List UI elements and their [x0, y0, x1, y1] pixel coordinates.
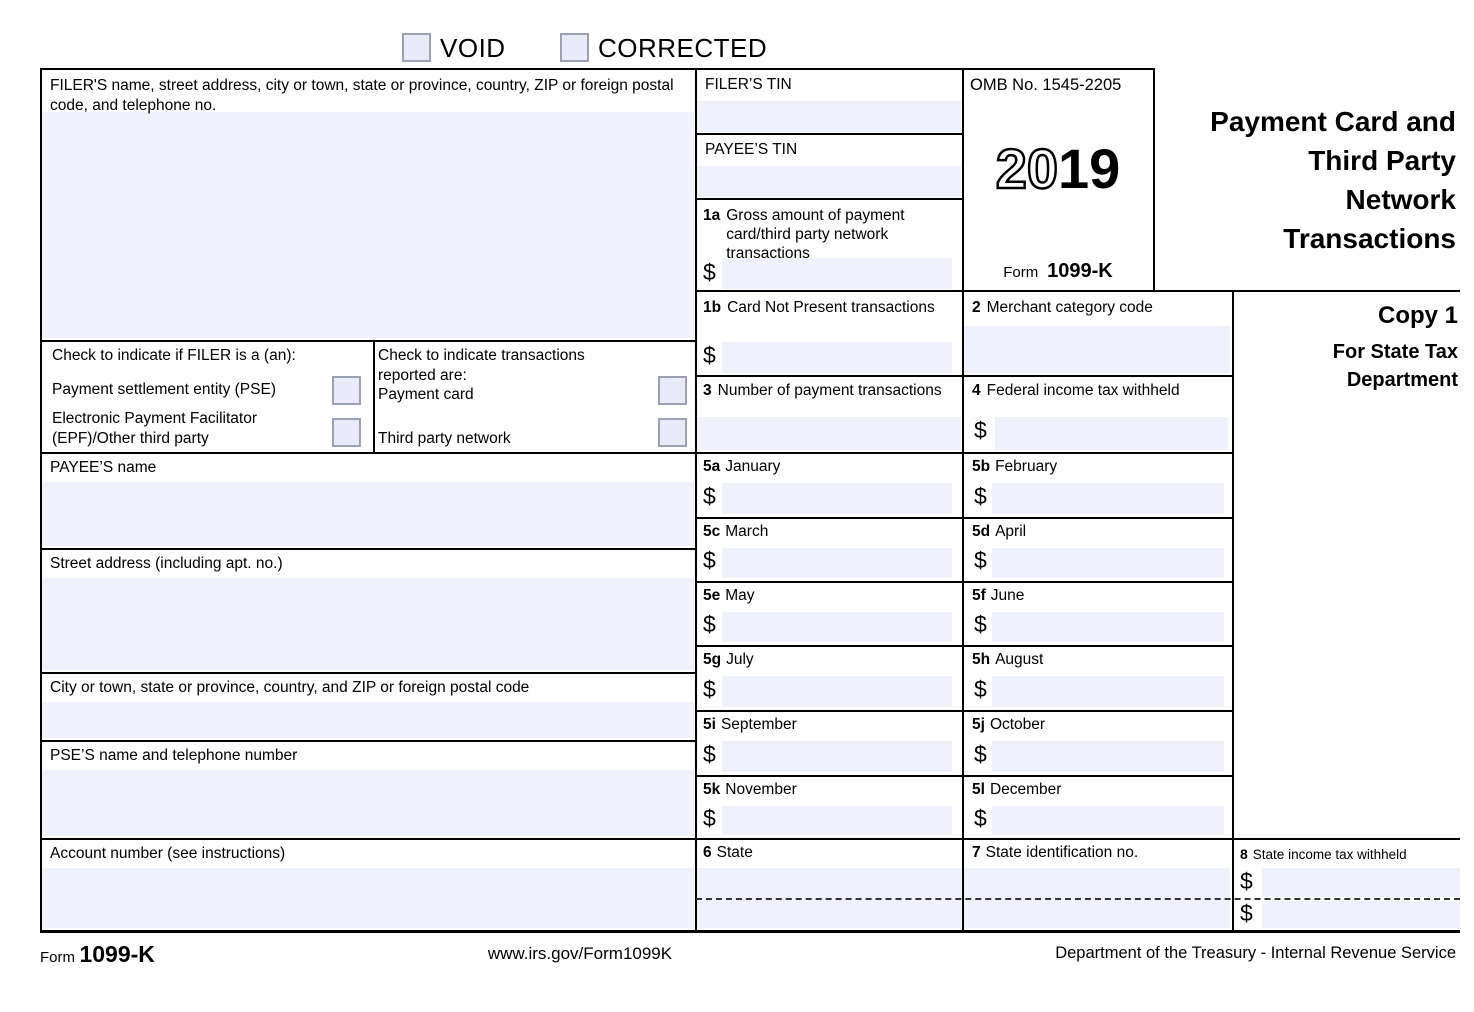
box-1a-text: Gross amount of payment card/third party network transactions	[726, 207, 905, 262]
pse-checkbox[interactable]	[332, 376, 361, 405]
border-line	[696, 290, 1460, 292]
box-5c-label	[703, 523, 768, 541]
check-trans-header: Check to indicate transactions reported are:	[378, 347, 585, 384]
box-5k-month: November	[725, 781, 797, 798]
check-third-party-label: Third party network	[378, 430, 511, 447]
border-line	[40, 548, 696, 550]
pse-name-input[interactable]	[42, 770, 694, 836]
box-5f-input[interactable]	[992, 612, 1224, 642]
border-line	[1232, 290, 1234, 930]
box-5i-label	[703, 716, 797, 734]
box-5e-code: 5e	[703, 587, 721, 604]
box-5j-code: 5j	[972, 716, 985, 733]
box-5c-month: March	[725, 523, 769, 540]
filer-info-input[interactable]	[42, 112, 694, 338]
box-5a-month: January	[725, 458, 781, 475]
box-7-text: State identification no.	[985, 844, 1139, 861]
box-5l-dollar-sign: $	[974, 805, 987, 831]
box-5l-label	[972, 781, 1061, 799]
street-address-input[interactable]	[42, 578, 694, 670]
border-line	[40, 68, 42, 930]
box-5b-code: 5b	[972, 458, 991, 475]
form-number-box	[964, 260, 1152, 283]
box-5k-input[interactable]	[722, 806, 952, 835]
border-line	[696, 517, 1232, 519]
box-7-code: 7	[972, 844, 981, 861]
form-title-line: Network	[1345, 184, 1456, 215]
box-5a-code: 5a	[703, 458, 721, 475]
box-4-input[interactable]	[995, 417, 1228, 450]
void-checkbox[interactable]	[402, 33, 431, 62]
box-3-label	[703, 381, 943, 400]
box-5b-dollar-sign: $	[974, 483, 987, 509]
border-line	[40, 672, 696, 674]
box-5j-label	[972, 716, 1045, 734]
box-5a-input[interactable]	[722, 483, 952, 514]
box-1b-text: Card Not Present transactions	[727, 299, 935, 316]
box-5l-code: 5l	[972, 781, 985, 798]
box-6-label	[703, 844, 753, 862]
box-5k-dollar-sign: $	[703, 805, 716, 831]
border-line	[695, 68, 697, 930]
epf-checkbox[interactable]	[332, 418, 361, 447]
box-5g-month: July	[726, 651, 754, 668]
box-1b-dollar-sign: $	[703, 342, 716, 368]
box-8-input-bottom[interactable]	[1262, 901, 1460, 928]
third-party-checkbox[interactable]	[658, 418, 687, 447]
box-5f-month: June	[990, 587, 1025, 604]
box-5f-code: 5f	[972, 587, 986, 604]
box-5i-dollar-sign: $	[703, 741, 716, 767]
box-5h-code: 5h	[972, 651, 991, 668]
box-5e-month: May	[725, 587, 755, 604]
box-1b-label	[703, 298, 955, 317]
copy-label: Copy 1	[1377, 302, 1458, 329]
tax-year-outline: 20	[995, 137, 1058, 200]
box-5e-input[interactable]	[722, 612, 952, 642]
form-number: 1099-K	[1047, 260, 1113, 282]
city-input[interactable]	[42, 702, 694, 738]
box-5b-input[interactable]	[992, 483, 1224, 514]
box-5c-dollar-sign: $	[703, 547, 716, 573]
box-8-dollar-sign-bottom: $	[1240, 900, 1253, 926]
check-payment-card-label: Payment card	[378, 386, 474, 403]
corrected-label: CORRECTED	[598, 33, 768, 63]
box-7-label	[972, 844, 1138, 862]
box-8-input-top[interactable]	[1262, 868, 1460, 897]
filer-address-label: FILER'S name, street address, city or town, state or province, country, ZIP or foreign postal code, and telephone no.	[50, 77, 674, 114]
box-1a-dollar-sign: $	[703, 259, 716, 285]
check-epf-label: Electronic Payment Facilitator (EPF)/Other third party	[52, 410, 258, 447]
omb-number: OMB No. 1545-2205	[970, 76, 1122, 94]
border-line	[1153, 68, 1155, 290]
box-1a-label	[703, 206, 955, 263]
form-title	[1160, 102, 1456, 258]
border-line	[40, 452, 1232, 454]
form-word: Form	[1003, 264, 1039, 281]
payment-card-checkbox[interactable]	[658, 376, 687, 405]
box-2-label	[972, 298, 1222, 317]
box-6-code: 6	[703, 844, 712, 861]
box-5k-label	[703, 781, 797, 799]
account-number-input[interactable]	[42, 868, 694, 928]
box-5l-input[interactable]	[992, 806, 1224, 835]
box-5f-label	[972, 587, 1024, 605]
box-5h-input[interactable]	[992, 676, 1224, 707]
box-2-code: 2	[972, 299, 981, 316]
box-5g-input[interactable]	[722, 676, 952, 707]
box-3-input[interactable]	[697, 417, 961, 450]
box-5j-input[interactable]	[992, 741, 1224, 772]
account-number-label: Account number (see instructions)	[50, 845, 286, 862]
box-5j-month: October	[989, 716, 1046, 733]
box-5h-label	[972, 651, 1043, 669]
box-5i-input[interactable]	[722, 741, 952, 772]
box-8-text: State income tax withheld	[1252, 847, 1407, 862]
border-line	[373, 340, 375, 452]
box-2-input[interactable]	[964, 326, 1230, 373]
box-5i-code: 5i	[703, 716, 716, 733]
box-5l-month: December	[989, 781, 1062, 798]
box-5g-code: 5g	[703, 651, 722, 668]
payee-tin-input[interactable]	[697, 166, 961, 197]
box-5k-code: 5k	[703, 781, 721, 798]
footer-form-number	[40, 941, 155, 968]
box-5b-month: February	[995, 458, 1058, 475]
footer-treasury: Department of the Treasury - Internal Revenue Service	[1055, 944, 1456, 962]
box-2-text: Merchant category code	[986, 299, 1153, 316]
border-line	[40, 340, 696, 342]
border-line	[40, 930, 1460, 933]
check-pse-label: Payment settlement entity (PSE)	[52, 381, 276, 398]
box-5d-month: April	[995, 523, 1027, 540]
box-5j-dollar-sign: $	[974, 741, 987, 767]
form-title-line: Third Party	[1308, 145, 1456, 176]
copy-for-label: For State Tax Department	[1332, 341, 1458, 391]
border-line	[696, 375, 1232, 377]
filer-tin-label: FILER’S TIN	[705, 76, 792, 93]
box-5e-dollar-sign: $	[703, 611, 716, 637]
box-4-label	[972, 381, 1212, 400]
check-filer-header: Check to indicate if FILER is a (an):	[52, 347, 296, 364]
footer-form-number-text: 1099-K	[79, 941, 155, 967]
box-5h-month: August	[995, 651, 1044, 668]
form-title-line: Transactions	[1283, 223, 1456, 254]
box-1b-input[interactable]	[722, 342, 952, 373]
payee-name-label: PAYEE’S name	[50, 459, 157, 476]
footer-form-word: Form	[40, 949, 75, 966]
box-1a-code: 1a	[703, 207, 721, 224]
box-3-text: Number of payment transactions	[717, 382, 942, 399]
box-5a-label	[703, 458, 780, 476]
box-5b-label	[972, 458, 1057, 476]
box-8-code: 8	[1240, 846, 1248, 862]
box-4-dollar-sign: $	[974, 417, 987, 443]
box-5c-code: 5c	[703, 523, 721, 540]
tax-year-bold: 19	[1058, 137, 1121, 200]
filer-tin-input[interactable]	[697, 101, 961, 132]
box-8-dollar-sign-top: $	[1240, 868, 1253, 894]
box-5d-label	[972, 523, 1026, 541]
border-line	[696, 645, 1232, 647]
box-4-code: 4	[972, 382, 981, 399]
footer-irs-url[interactable]: www.irs.gov/Form1099K	[487, 944, 673, 963]
border-line	[696, 775, 1232, 777]
pse-name-label: PSE’S name and telephone number	[50, 747, 298, 764]
box-5a-dollar-sign: $	[703, 483, 716, 509]
box-8-label	[1240, 846, 1407, 862]
box-1b-code: 1b	[703, 299, 722, 316]
box-5g-dollar-sign: $	[703, 676, 716, 702]
box-5i-month: September	[720, 716, 797, 733]
box-5c-input[interactable]	[722, 548, 952, 578]
box-4-text: Federal income tax withheld	[986, 382, 1180, 399]
void-label: VOID	[440, 33, 506, 63]
box-5d-input[interactable]	[992, 548, 1224, 578]
tax-year	[964, 138, 1152, 200]
border-line	[40, 740, 696, 742]
box-5d-dollar-sign: $	[974, 547, 987, 573]
payee-name-input[interactable]	[42, 482, 694, 546]
border-line	[40, 838, 1460, 840]
box-5d-code: 5d	[972, 523, 991, 540]
box-5g-label	[703, 651, 754, 669]
border-line	[696, 710, 1232, 712]
box-3-code: 3	[703, 382, 712, 399]
payee-tin-label: PAYEE’S TIN	[705, 141, 798, 158]
form-title-line: Payment Card and	[1210, 106, 1456, 137]
city-label: City or town, state or province, country, and ZIP or foreign postal code	[50, 679, 530, 696]
corrected-checkbox[interactable]	[560, 33, 589, 62]
box-5h-dollar-sign: $	[974, 676, 987, 702]
border-line	[40, 68, 1155, 70]
street-address-label: Street address (including apt. no.)	[50, 555, 283, 572]
box-5f-dollar-sign: $	[974, 611, 987, 637]
state-row-dashed-divider	[696, 898, 1460, 900]
border-line	[696, 133, 962, 135]
box-5e-label	[703, 587, 755, 605]
box-6-text: State	[716, 844, 753, 861]
border-line	[696, 581, 1232, 583]
border-line	[696, 198, 962, 200]
